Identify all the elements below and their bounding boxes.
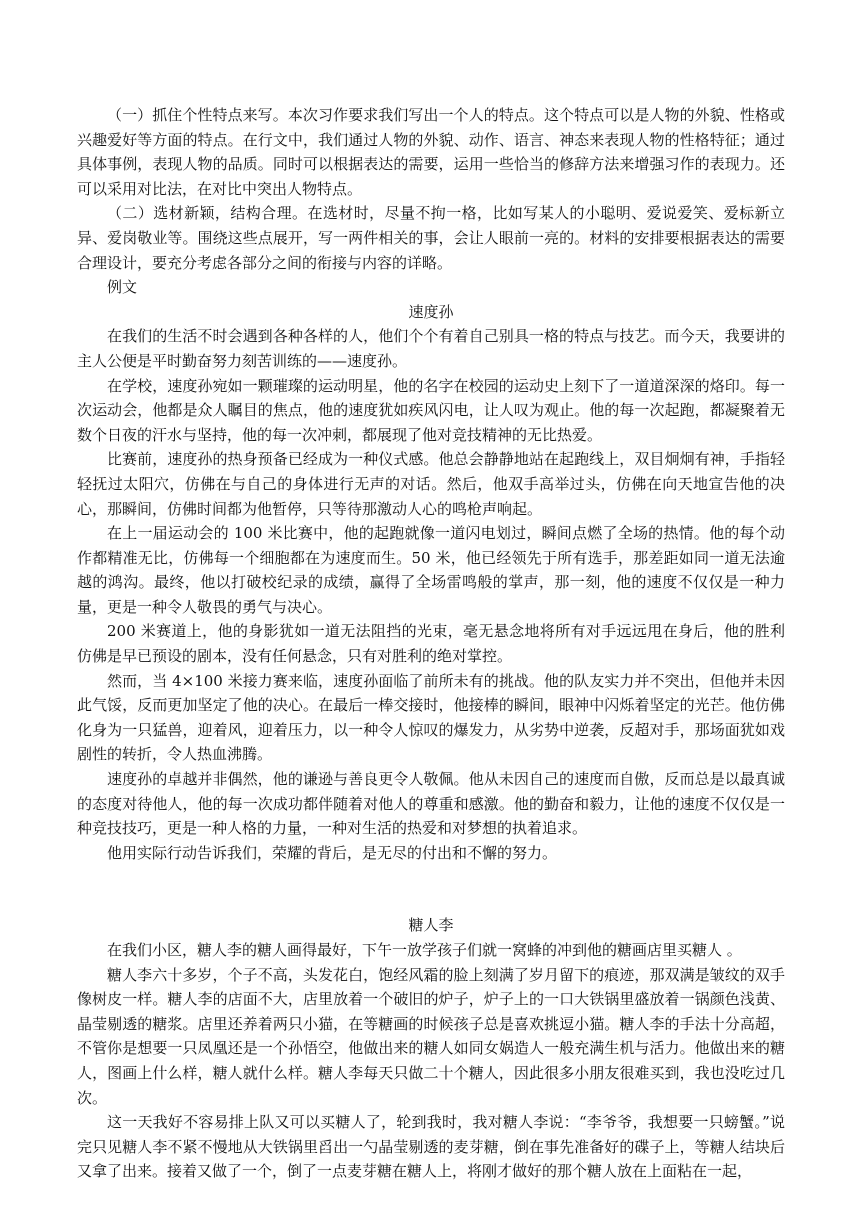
intro-paragraph-2: （二）选材新颖，结构合理。在选材时，尽量不拘一格，比如写某人的小聪明、爱说爱笑、爱标新立异、爱岗敬业等。围绕这些点展开，写一两件相关的事，会让人眼前一亮的。材料的安排要根据表达的需要合理设计，要充分考虑各部分之间的衔接与内容的详略。 [77,204,785,272]
essay1-paragraph-7: 速度孙的卓越并非偶然，他的谦逊与善良更令人敬佩。他从未因自己的速度而自傲，反而总是以最真诚的态度对待他人，他的每一次成功都伴随着对他人的尊重和感激。他的勤奋和毅力，让他的速度不仅仅是一种竞技技巧，更是一种人格的力量，一种对生活的热爱和对梦想的执着追求。 [77,770,785,838]
essay1-paragraph-2: 在学校，速度孙宛如一颗璀璨的运动明星，他的名字在校园的运动史上刻下了一道道深深的烙印。每一次运动会，他都是众人瞩目的焦点，他的速度犹如疾风闪电，让人叹为观止。他的每一次起跑，都凝聚着无数个日夜的汗水与坚持，他的每一次冲刺，都展现了他对竞技精神的无比热爱。 [77,376,785,444]
intro-paragraph-1: （一）抓住个性特点来写。本次习作要求我们写出一个人的特点。这个特点可以是人物的外貌、性格或兴趣爱好等方面的特点。在行文中，我们通过人物的外貌、动作、语言、神态来表现人物的性格特征；通过具体事例，表现人物的品质。同时可以根据表达的需要，运用一些恰当的修辞方法来增强习作的表现力。还可以采用对比法，在对比中突出人物特点。 [77,106,785,198]
section-gap [77,865,785,913]
essay1-paragraph-4: 在上一届运动会的 100 米比赛中，他的起跑就像一道闪电划过，瞬间点燃了全场的热情。他的每个动作都精准无比，仿佛每一个细胞都在为速度而生。50 米，他已经领先于所有选手，那差距如同一道无法逾越的鸿沟。最终，他以打破校纪录的成绩，赢得了全场雷鸣般的掌声，那一刻，他的速度不仅仅是一种力量，更是一种令人敬畏的勇气与决心。 [77,524,785,616]
essay1-paragraph-5: 200 米赛道上，他的身影犹如一道无法阻挡的光束，毫无悬念地将所有对手远远甩在身后，他的胜利仿佛是早已预设的剧本，没有任何悬念，只有对胜利的绝对掌控。 [77,622,785,666]
essay2-paragraph-3: 这一天我好不容易排上队又可以买糖人了，轮到我时，我对糖人李说：“李爷爷，我想要一只螃蟹。”说完只见糖人李不紧不慢地从大铁锅里舀出一勺晶莹剔透的麦芽糖，倒在事先准备好的碟子上，等糖人结块后又拿了出来。接着又做了一个，倒了一点麦芽糖在糖人上，将刚才做好的那个糖人放在上面粘在一起， [77,1113,785,1181]
essay2-paragraph-2: 糖人李六十多岁，个子不高，头发花白，饱经风霜的脸上刻满了岁月留下的痕迹，那双满是皱纹的双手像树皮一样。糖人李的店面不大，店里放着一个破旧的炉子，炉子上的一口大铁锅里盛放着一锅颜色浅黄、晶莹剔透的糖浆。店里还养着两只小猫，在等糖画的时候孩子总是喜欢挑逗小猫。糖人李的手法十分高超，不管你是想要一只凤凰还是一个孙悟空，他做出来的糖人如同女娲造人一般充满生机与活力。他做出来的糖人，图画上什么样，糖人就什么样。糖人李每天只做二十个糖人，因此很多小朋友很难买到，我也没吃过几次。 [77,965,785,1107]
essay1-paragraph-6: 然而，当 4×100 米接力赛来临，速度孙面临了前所未有的挑战。他的队友实力并不突出，但他并未因此气馁，反而更加坚定了他的决心。在最后一棒交接时，他接棒的瞬间，眼神中闪烁着坚定的光芒。他仿佛化身为一只猛兽，迎着风，迎着压力，以一种令人惊叹的爆发力，从劣势中逆袭，反超对手，那场面犹如戏剧性的转折，令人热血沸腾。 [77,671,785,764]
essay1-title: 速度孙 [408,302,454,321]
example-label: 例文 [107,278,138,297]
essay1-paragraph-3: 比赛前，速度孙的热身预备已经成为一种仪式感。他总会静静地站在起跑线上，双目炯炯有神，手指轻轻抚过太阳穴，仿佛在与自己的身体进行无声的对话。然后，他双手高举过头，仿佛在向天地宣告他的决心，那瞬间，仿佛时间都为他暂停，只等待那激动人心的鸣枪声响起。 [77,450,785,518]
essay1-paragraph-8: 他用实际行动告诉我们，荣耀的背后，是无尽的付出和不懈的努力。 [107,843,558,862]
essay2-title: 糖人李 [408,916,454,935]
essay2-paragraph-1: 在我们小区，糖人李的糖人画得最好，下午一放学孩子们就一窝蜂的冲到他的糖画店里买糖人 。 [107,941,742,959]
essay1-paragraph-1: 在我们的生活不时会遇到各种各样的人，他们个个有着自己别具一格的特点与技艺。而今天，我要讲的主人公便是平时勤奋努力刻苦训练的——速度孙。 [77,327,785,370]
